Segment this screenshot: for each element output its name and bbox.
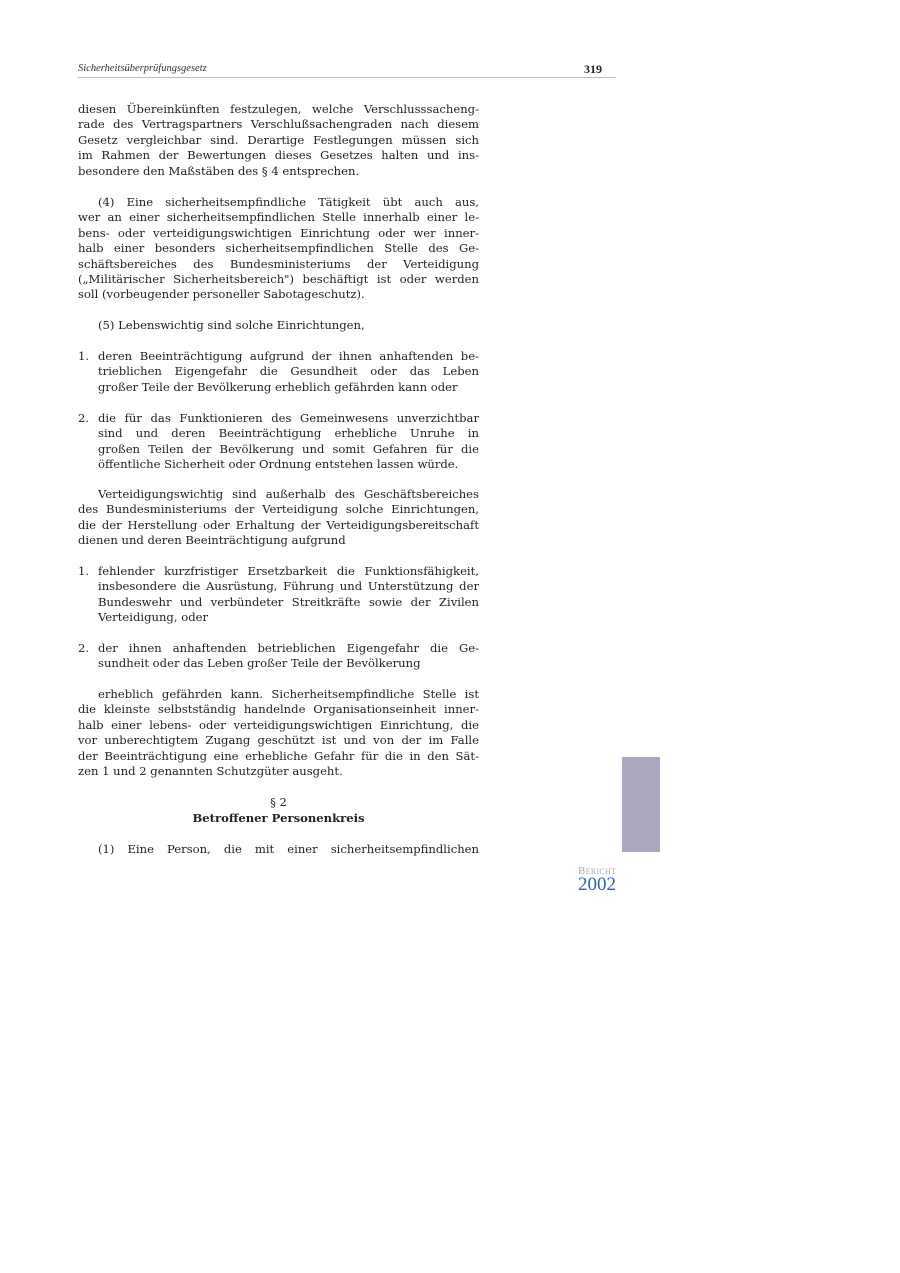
list-item-text	[98, 349, 479, 395]
text-line: Bundeswehr und verbündeter Streitkräfte sowie der Zivilen	[98, 594, 479, 609]
text-line: halb einer besonders sicherheitsempfindlichen Stelle des Ge-	[78, 241, 479, 256]
text-line: der Beeinträchtigung eine erhebliche Gefahr für die in den Sät-	[78, 748, 479, 763]
paragraph	[78, 102, 479, 179]
text-line: vor unberechtigtem Zugang geschützt ist und von der im Falle	[78, 733, 479, 748]
text-line: des Bundesministeriums der Verteidigung solche Einrichtungen,	[78, 502, 479, 517]
text-line: wer an einer sicherheitsempfindlichen Stelle innerhalb einer le-	[78, 210, 479, 225]
text-line: die für das Funktionieren des Gemeinwesens unverzichtbar	[98, 411, 479, 425]
text-line: halb einer lebens- oder verteidigungswichtigen Einrichtung, die	[78, 717, 479, 732]
decorative-side-bar	[622, 757, 660, 852]
paragraph	[78, 842, 479, 857]
text-line: (5) Lebenswichtig sind solche Einrichtungen,	[98, 318, 365, 332]
section-number	[78, 795, 479, 810]
list-number: 1.	[78, 564, 90, 578]
paragraph	[78, 195, 479, 303]
list-item-text	[98, 641, 479, 672]
list-number: 2.	[78, 411, 90, 425]
text-line: (4) Eine sicherheitsempfindliche Tätigkeit übt auch aus,	[98, 195, 479, 209]
text-line: bens- oder verteidigungswichtigen Einrichtung oder wer inner-	[78, 225, 479, 240]
text-line: fehlender kurzfristiger Ersetzbarkeit die Funktionsfähigkeit,	[98, 564, 479, 578]
text-line: § 2	[270, 795, 287, 809]
text-line: besondere den Maßstäben des § 4 entsprechen.	[78, 163, 360, 178]
list-item-text	[98, 564, 479, 626]
text-line: zen 1 und 2 genannten Schutzgüter ausgeht.	[78, 763, 343, 778]
text-line: sind und deren Beeinträchtigung erhebliche Unruhe in	[98, 426, 479, 441]
logo-word: Bericht	[578, 865, 617, 877]
text-line: der ihnen anhaftenden betrieblichen Eigengefahr die Ge-	[98, 641, 479, 655]
list-item	[78, 411, 479, 473]
text-line: („Militärischer Sicherheitsbereich") beschäftigt ist oder werden	[78, 271, 479, 286]
paragraph	[78, 687, 479, 779]
text-line: Betroffener Personenkreis	[192, 811, 365, 825]
text-line: deren Beeinträchtigung aufgrund der ihnen anhaftenden be-	[98, 349, 479, 363]
list-number: 2.	[78, 641, 90, 655]
section-title	[78, 811, 479, 826]
running-header-title: Sicherheitsüberprüfungsgesetz	[78, 63, 207, 74]
logo-year: 2002	[578, 874, 616, 895]
text-line: öffentliche Sicherheit oder Ordnung entstehen lassen würde.	[98, 457, 459, 472]
page-number: 319	[584, 62, 602, 76]
text-line: erheblich gefährden kann. Sicherheitsempfindliche Stelle ist	[98, 687, 479, 701]
text-line: soll (vorbeugender personeller Sabotageschutz).	[78, 287, 365, 302]
list-item	[78, 641, 479, 672]
text-line: rade des Vertragspartners Verschlußsachengraden nach diesem	[78, 117, 479, 132]
text-line: diesen Übereinkünften festzulegen, welche Verschlusssacheng-	[78, 102, 479, 116]
header-rule	[78, 77, 616, 78]
list-item-text	[98, 411, 479, 473]
text-line: (1) Eine Person, die mit einer sicherheitsempfindlichen	[98, 842, 479, 856]
list-item	[78, 564, 479, 626]
text-line: insbesondere die Ausrüstung, Führung und Unterstützung der	[98, 579, 479, 594]
text-line: im Rahmen der Bewertungen dieses Gesetzes halten und ins-	[78, 148, 479, 163]
report-logo	[578, 866, 616, 894]
list-item	[78, 349, 479, 395]
text-line: die der Herstellung oder Erhaltung der Verteidigungsbereitschaft	[78, 517, 479, 532]
text-line: Gesetz vergleichbar sind. Derartige Festlegungen müssen sich	[78, 132, 479, 147]
paragraph	[78, 487, 479, 549]
text-line: großer Teile der Bevölkerung erheblich gefährden kann oder	[98, 379, 458, 394]
text-line: Verteidigung, oder	[98, 610, 209, 625]
text-line: die kleinste selbstständig handelnde Organisationseinheit inner-	[78, 702, 479, 717]
text-line: trieblichen Eigengefahr die Gesundheit oder das Leben	[98, 364, 479, 379]
text-line: Verteidigungswichtig sind außerhalb des Geschäftsbereiches	[98, 487, 479, 501]
list-number: 1.	[78, 349, 90, 363]
text-line: dienen und deren Beeinträchtigung aufgrund	[78, 533, 346, 548]
text-line: schäftsbereiches des Bundesministeriums der Verteidigung	[78, 256, 479, 271]
text-line: großen Teilen der Bevölkerung und somit Gefahren für die	[98, 441, 479, 456]
paragraph	[78, 318, 479, 333]
text-line: sundheit oder das Leben großer Teile der Bevölkerung	[98, 656, 421, 671]
